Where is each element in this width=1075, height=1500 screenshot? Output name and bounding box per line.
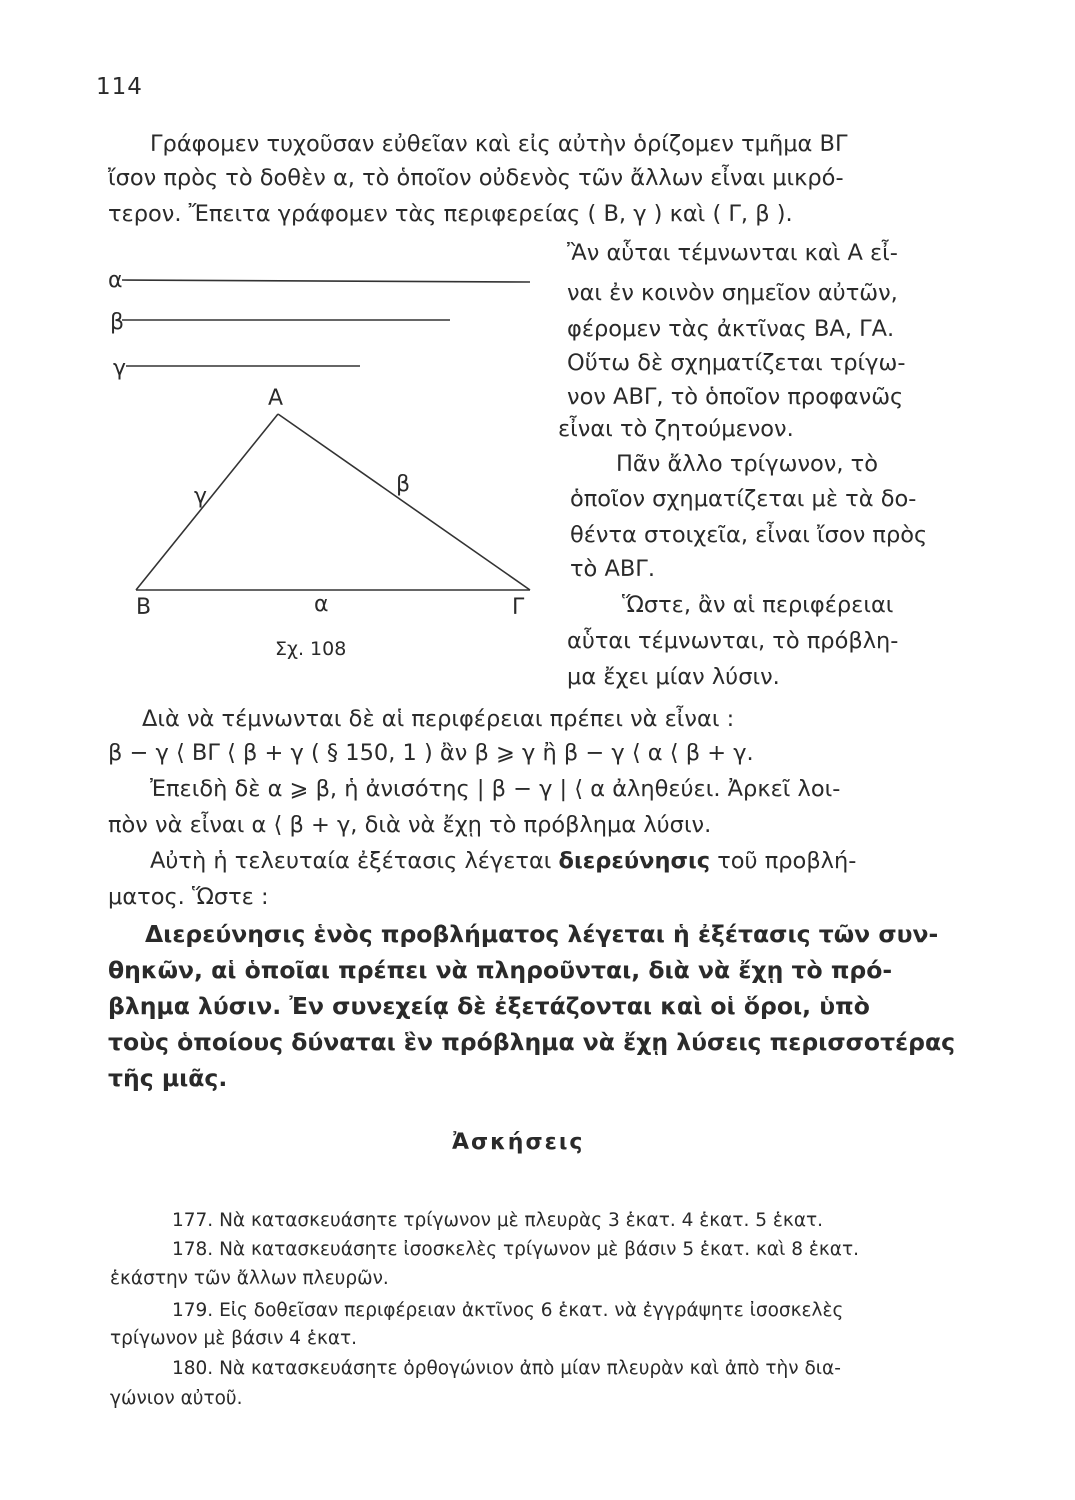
exercise-line: 180. Νὰ κατασκευάσητε ὀρθογώνιον ἀπὸ μίαν πλευρὰν καὶ ἀπὸ τὴν δια-	[172, 1358, 841, 1379]
right-line: νον ΑΒΓ, τὸ ὁποῖον προφανῶς	[567, 384, 904, 410]
exercise-line: ἑκάστην τῶν ἄλλων πλευρῶν.	[110, 1268, 389, 1289]
vertex-label-B: Β	[136, 595, 152, 620]
intro-line: Γράφομεν τυχοῦσαν εὐθεῖαν καὶ εἰς αὐτὴν ὁρίζομεν τμῆμα ΒΓ	[150, 131, 848, 157]
page-number: 114	[96, 74, 143, 100]
side-label-gamma: γ	[194, 484, 208, 509]
right-line: Οὕτω δὲ σχηματίζεται τρίγω-	[567, 350, 906, 376]
term-dierevnisis: διερεύνησις	[558, 848, 711, 874]
body-line: β − γ ⟨ ΒΓ ⟨ β + γ ( § 150, 1 ) ἂν β ⩾ γ ἢ β − γ ⟨ α ⟨ β + γ.	[108, 740, 754, 766]
side-label-beta: β	[396, 472, 411, 497]
right-line: Ὥστε, ἂν αἱ περιφέρειαι	[622, 592, 894, 618]
definition-line: τῆς μιᾶς.	[108, 1064, 228, 1092]
exercises-heading: Ἀσκήσεις	[452, 1130, 585, 1155]
figure-caption: Σχ. 108	[275, 638, 347, 660]
segment-label-gamma: γ	[113, 356, 127, 381]
discussion-line	[150, 850, 856, 873]
segment-label-alpha: α	[108, 268, 123, 293]
discussion-text: Αὐτὴ ἡ τελευταία ἐξέτασις λέγεται	[150, 848, 559, 874]
right-line: εἶναι τὸ ζητούμενον.	[558, 416, 794, 442]
right-line: ναι ἐν κοινὸν σημεῖον αὐτῶν,	[567, 280, 898, 306]
definition-line: θηκῶν, αἱ ὁποῖαι πρέπει νὰ πληροῦνται, διὰ νὰ ἔχῃ τὸ πρό-	[108, 956, 893, 984]
body-line: Ἐπειδὴ δὲ α ⩾ β, ἡ ἀνισότης | β − γ | ⟨ α ἀληθεύει. Ἀρκεῖ λοι-	[150, 776, 841, 802]
segment-label-beta: β	[110, 310, 125, 335]
side-label-alpha: α	[314, 592, 329, 617]
body-line: πὸν νὰ εἶναι α ⟨ β + γ, διὰ νὰ ἔχῃ τὸ πρόβλημα λύσιν.	[108, 812, 712, 838]
right-line: ὁποῖον σχηματίζεται μὲ τὰ δο-	[570, 486, 917, 512]
right-line: μα ἔχει μίαν λύσιν.	[567, 664, 780, 690]
intro-line: τερον. Ἔπειτα γράφομεν τὰς περιφερείας ( Β, γ ) καὶ ( Γ, β ).	[108, 201, 793, 227]
exercise-line: 179. Εἰς δοθεῖσαν περιφέρειαν ἀκτῖνος 6 ἑκατ. νὰ ἐγγράψητε ἰσοσκελὲς	[172, 1300, 844, 1321]
side-AG	[278, 414, 530, 590]
right-line: αὗται τέμνωνται, τὸ πρόβλη-	[567, 628, 899, 654]
discussion-text: τοῦ προβλή-	[710, 848, 857, 874]
exercise-line: 177. Νὰ κατασκευάσητε τρίγωνον μὲ πλευρὰς 3 ἑκατ. 4 ἑκατ. 5 ἑκατ.	[172, 1210, 824, 1231]
right-line: τὸ ΑΒΓ.	[570, 556, 655, 582]
definition-line: Διερεύνησις ἑνὸς προβλήματος λέγεται ἡ ἐξέτασις τῶν συν-	[145, 920, 939, 948]
exercise-line: 178. Νὰ κατασκευάσητε ἰσοσκελὲς τρίγωνον μὲ βάσιν 5 ἑκατ. καὶ 8 ἑκατ.	[172, 1239, 859, 1260]
segment-alpha	[122, 280, 530, 282]
definition-line: βλημα λύσιν. Ἐν συνεχείᾳ δὲ ἐξετάζονται καὶ οἱ ὅροι, ὑπὸ	[108, 992, 870, 1020]
right-line: Πᾶν ἄλλο τρίγωνον, τὸ	[616, 451, 878, 477]
discussion-line: ματος. Ὥστε :	[108, 884, 269, 910]
right-line: Ἂν αὗται τέμνωνται καὶ Α εἶ-	[567, 240, 898, 266]
vertex-label-A: Α	[268, 386, 284, 411]
figure-108	[0, 0, 560, 680]
definition-line: τοὺς ὁποίους δύναται ἓν πρόβλημα νὰ ἔχῃ λύσεις περισσοτέρας	[108, 1028, 956, 1056]
intro-line: ἴσον πρὸς τὸ δοθὲν α, τὸ ὁποῖον οὐδενὸς τῶν ἄλλων εἶναι μικρό-	[108, 165, 844, 191]
exercise-line: τρίγωνον μὲ βάσιν 4 ἑκατ.	[110, 1328, 358, 1349]
body-line: Διὰ νὰ τέμνωνται δὲ αἱ περιφέρειαι πρέπει νὰ εἶναι :	[142, 706, 735, 732]
vertex-label-G: Γ	[512, 595, 525, 620]
exercise-line: γώνιον αὐτοῦ.	[110, 1388, 243, 1409]
right-line: θέντα στοιχεῖα, εἶναι ἴσον πρὸς	[570, 522, 928, 548]
right-line: φέρομεν τὰς ἀκτῖνας ΒΑ, ΓΑ.	[567, 316, 895, 342]
